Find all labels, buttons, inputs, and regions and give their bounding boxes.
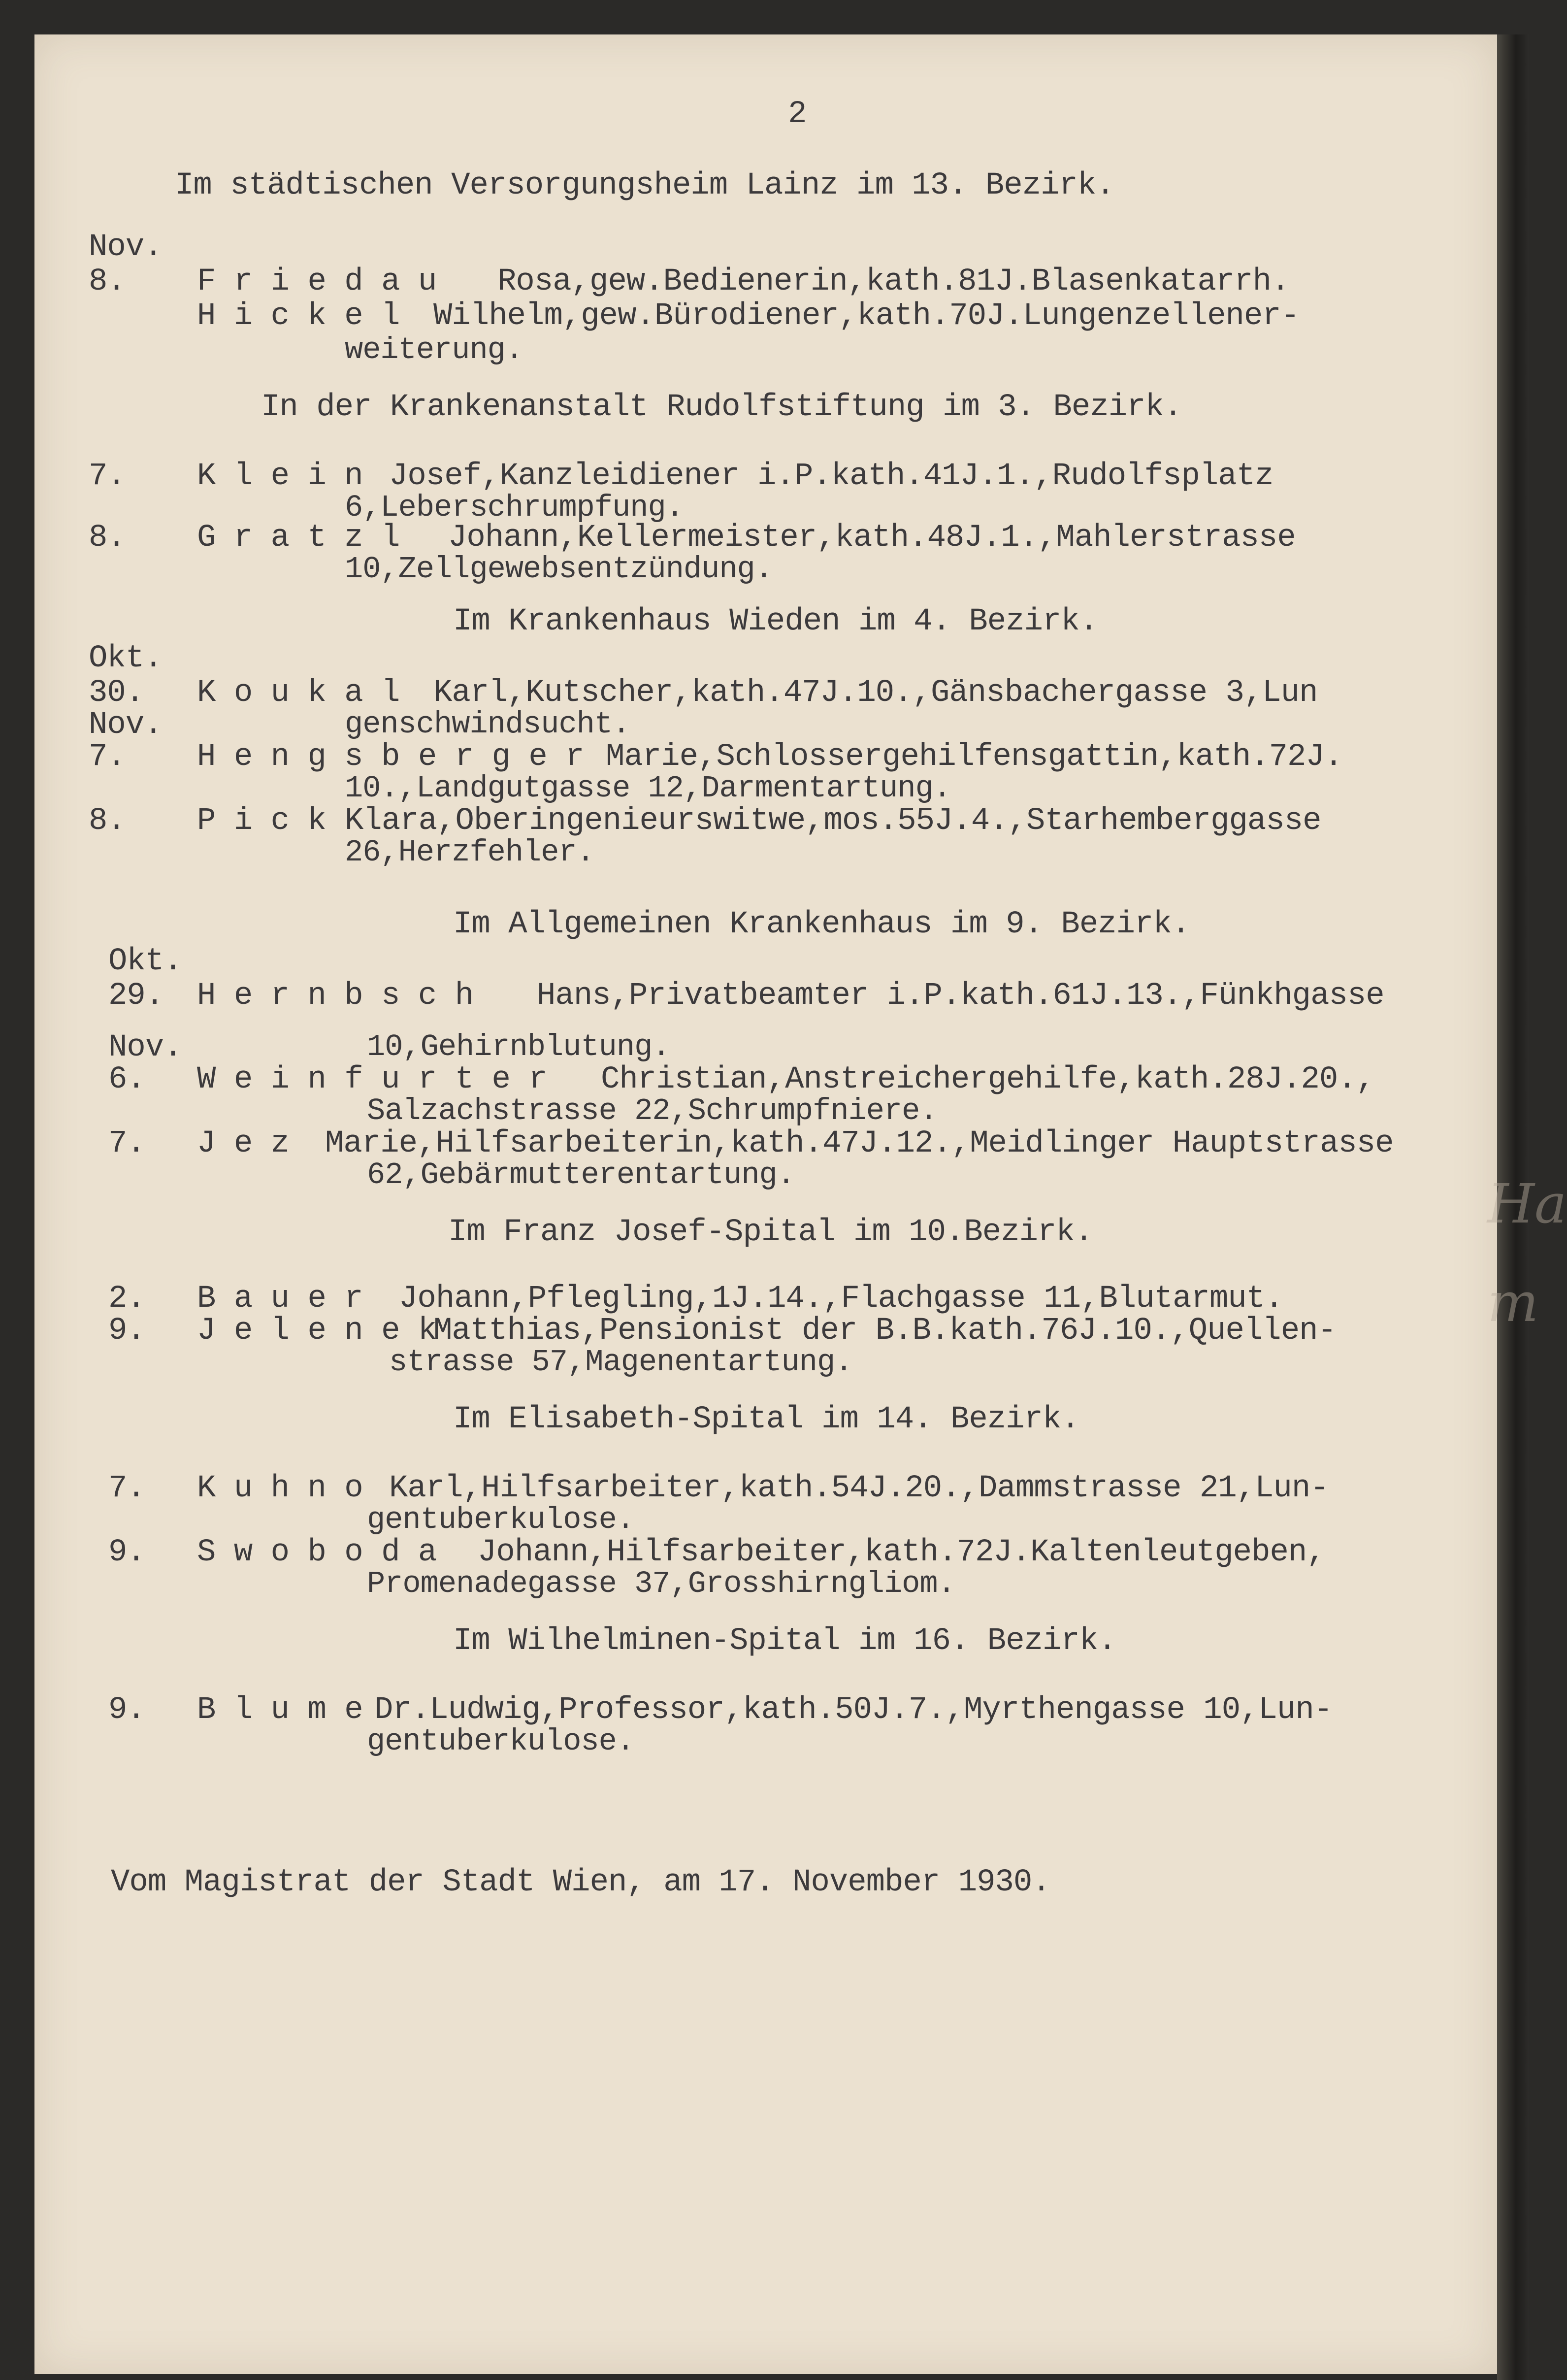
entry-text: Johann,Kellermeister,kath.48J.1.,Mahlerstrasse bbox=[448, 520, 1296, 556]
entry-name: K o u k a l bbox=[197, 675, 400, 711]
entry-day: 8. bbox=[89, 803, 126, 839]
entry-continuation: gentuberkulose. bbox=[367, 1502, 635, 1537]
entry-text: Marie,Schlossergehilfensgattin,kath.72J. bbox=[606, 739, 1343, 775]
entry-month: Okt. bbox=[108, 944, 182, 979]
entry-name: K u h n o bbox=[197, 1471, 363, 1506]
entry-name: H e r n b s c h bbox=[197, 978, 474, 1014]
entry-name: K l e i n bbox=[197, 459, 363, 494]
document-page bbox=[34, 34, 1497, 2374]
entry-name: S w o b o d a bbox=[197, 1535, 437, 1570]
entry-month: Nov. bbox=[89, 707, 163, 743]
entry-day: 7. bbox=[89, 739, 126, 775]
entry-name: J e z bbox=[197, 1126, 290, 1161]
entry-text: Wilhelm,gew.Bürodiener,kath.70J.Lungenzellener- bbox=[433, 298, 1300, 334]
section-heading: In der Krankenanstalt Rudolfstiftung im 3. Bezirk. bbox=[261, 390, 1182, 425]
section-heading: Im Wilhelminen-Spital im 16. Bezirk. bbox=[453, 1623, 1116, 1659]
entry-day: 7. bbox=[89, 459, 126, 494]
entry-day: 6. bbox=[108, 1062, 145, 1097]
entry-name: G r a t z l bbox=[197, 520, 400, 556]
entry-day: 9. bbox=[108, 1692, 145, 1728]
entry-continuation: 10,Zellgewebsentzündung. bbox=[345, 552, 773, 587]
entry-continuation: 6,Leberschrumpfung. bbox=[345, 490, 684, 525]
entry-name: J e l e n e k bbox=[197, 1313, 437, 1349]
entry-text: Klara,Oberingenieurswitwe,mos.55J.4.,Starhemberggasse bbox=[345, 803, 1321, 839]
entry-day: 7. bbox=[108, 1126, 145, 1161]
handwritten-margin-note: Ha bbox=[1487, 1172, 1567, 1235]
entry-name: F r i e d a u bbox=[197, 264, 437, 299]
entry-day: 2. bbox=[108, 1281, 145, 1317]
handwritten-margin-note: m bbox=[1487, 1271, 1539, 1334]
entry-text: Josef,Kanzleidiener i.P.kath.41J.1.,Rudolfsplatz bbox=[389, 459, 1273, 494]
entry-day: 9. bbox=[108, 1535, 145, 1570]
entry-text: Rosa,gew.Bedienerin,kath.81J.Blasenkatarrh. bbox=[497, 264, 1290, 299]
section-heading: Im Elisabeth-Spital im 14. Bezirk. bbox=[453, 1402, 1079, 1437]
entry-day: 7. bbox=[108, 1471, 145, 1506]
entry-day: 29. bbox=[108, 978, 164, 1014]
entry-day: 8. bbox=[89, 264, 126, 299]
section-heading: Im Allgemeinen Krankenhaus im 9. Bezirk. bbox=[453, 907, 1190, 942]
entry-continuation: Promenadegasse 37,Grosshirngliom. bbox=[367, 1566, 955, 1601]
entry-text: Marie,Hilfsarbeiterin,kath.47J.12.,Meidlinger Hauptstrasse bbox=[325, 1126, 1394, 1161]
entry-day: 30. bbox=[89, 675, 144, 711]
entry-name: B a u e r bbox=[197, 1281, 363, 1317]
entry-name: B l u m e bbox=[197, 1692, 363, 1728]
entry-continuation: 10,Gehirnblutung. bbox=[367, 1029, 670, 1064]
entry-day: 8. bbox=[89, 520, 126, 556]
entry-month: Okt. bbox=[89, 641, 163, 676]
section-heading: Im Krankenhaus Wieden im 4. Bezirk. bbox=[453, 604, 1098, 639]
entry-continuation: genschwindsucht. bbox=[345, 707, 630, 742]
entry-continuation: 10.,Landgutgasse 12,Darmentartung. bbox=[345, 771, 951, 806]
entry-name: W e i n f u r t e r bbox=[197, 1062, 547, 1097]
entry-continuation: gentuberkulose. bbox=[367, 1724, 635, 1759]
entry-text: Christian,Anstreichergehilfe,kath.28J.20., bbox=[601, 1062, 1375, 1097]
entry-text: Johann,Hilfsarbeiter,kath.72J.Kaltenleutgeben, bbox=[478, 1535, 1325, 1570]
entry-text: Matthias,Pensionist der B.B.kath.76J.10.,Quellen- bbox=[433, 1313, 1336, 1349]
entry-name: H i c k e l bbox=[197, 298, 400, 334]
entry-name: P i c k bbox=[197, 803, 326, 839]
entry-continuation: weiterung. bbox=[345, 332, 523, 367]
entry-continuation: strasse 57,Magenentartung. bbox=[389, 1345, 853, 1380]
entry-text: Dr.Ludwig,Professor,kath.50J.7.,Myrthengasse 10,Lun- bbox=[374, 1692, 1333, 1728]
entry-continuation: 62,Gebärmutterentartung. bbox=[367, 1157, 795, 1192]
entry-text: Johann,Pflegling,1J.14.,Flachgasse 11,Blutarmut. bbox=[399, 1281, 1283, 1317]
entry-month: Nov. bbox=[89, 230, 163, 265]
entry-continuation: 26,Herzfehler. bbox=[345, 835, 594, 870]
entry-day: 9. bbox=[108, 1313, 145, 1349]
section-heading: Im Franz Josef-Spital im 10.Bezirk. bbox=[448, 1215, 1093, 1250]
entry-text: Hans,Privatbeamter i.P.kath.61J.13.,Fünkhgasse bbox=[537, 978, 1384, 1014]
entry-text: Karl,Hilfsarbeiter,kath.54J.20.,Dammstrasse 21,Lun- bbox=[389, 1471, 1329, 1506]
entry-month: Nov. bbox=[108, 1030, 182, 1065]
entry-name: H e n g s b e r g e r bbox=[197, 739, 584, 775]
entry-text: Karl,Kutscher,kath.47J.10.,Gänsbachergasse 3,Lun bbox=[433, 675, 1318, 711]
entry-continuation: Salzachstrasse 22,Schrumpfniere. bbox=[367, 1093, 938, 1128]
closing-line: Vom Magistrat der Stadt Wien, am 17. November 1930. bbox=[111, 1865, 1050, 1900]
page-number: 2 bbox=[788, 97, 807, 132]
section-heading: Im städtischen Versorgungsheim Lainz im 13. Bezirk. bbox=[175, 168, 1114, 203]
